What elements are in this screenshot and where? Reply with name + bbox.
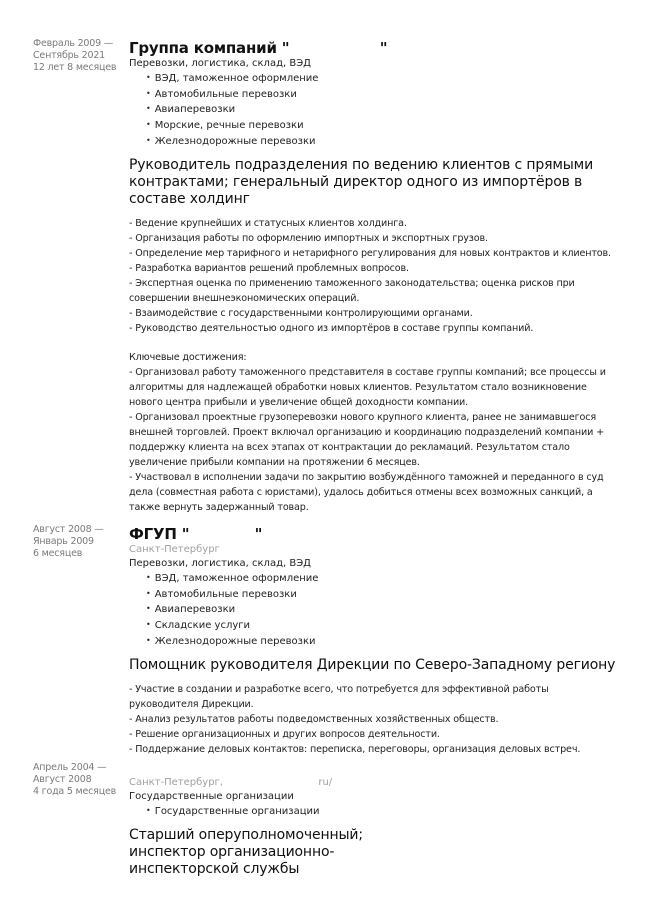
sub-industry-item: • ВЭД, таможенное оформление	[146, 71, 619, 87]
sub-industry-item: • Железнодорожные перевозки	[146, 634, 619, 650]
period-start: Февраль 2009 —	[33, 38, 114, 49]
sub-industry-item: • Железнодорожные перевозки	[146, 134, 619, 150]
duration: 6 месяцев	[33, 548, 83, 559]
sub-industry-item: • Государственные организации	[146, 804, 619, 820]
sub-industry-item: • Складские услуги	[146, 618, 619, 634]
responsibility-line: - Поддержание деловых контактов: переписка, переговоры, организация деловых встреч.	[129, 743, 581, 755]
position-title: Помощник руководителя Дирекции по Северо-Западному региону	[129, 656, 616, 673]
period-start: Апрель 2004 —	[33, 762, 107, 773]
responsibility-line: - Экспертная оценка по применению таможенного законодательства; оценка рисков при совершении внешнеэкономических операций.	[129, 277, 575, 304]
achievements-heading: Ключевые достижения:	[129, 351, 247, 363]
company-name[interactable]: ФГУП " "	[129, 525, 263, 543]
position-title: Руководитель подразделения по ведению клиентов с прямыми контрактами; генеральный директор одного из импортёров в составе холдинг	[129, 156, 594, 207]
sub-industry-item: • Морские, речные перевозки	[146, 118, 619, 134]
period-end: Август 2008	[33, 774, 92, 785]
sub-industry-list	[129, 71, 619, 150]
responsibility-line: - Участие в создании и разработке всего, что потребуется для эффективной работы руководителя Дирекции.	[129, 683, 549, 710]
sub-industry-list	[129, 804, 619, 820]
company-city: Санкт-Петербург	[129, 544, 220, 555]
period-start: Август 2008 —	[33, 524, 104, 535]
company-name[interactable]: Группа компаний " "	[129, 39, 388, 57]
company-name[interactable]	[129, 762, 619, 776]
employment-period	[33, 524, 125, 560]
company-city: Санкт-Петербург, ru/	[129, 777, 333, 788]
responsibility-line: - Руководство деятельностью одного из импортёров в составе группы компаний.	[129, 322, 534, 334]
industry: Перевозки, логистика, склад, ВЭД	[129, 58, 311, 69]
responsibility-line: - Организация работы по оформлению импортных и экспортных грузов.	[129, 232, 488, 244]
responsibility-line: - Решение организационных и других вопросов деятельности.	[129, 728, 440, 740]
period-end: Январь 2009	[33, 536, 94, 547]
achievement-line: - Организовал работу таможенного представителя в составе группы компаний; все процессы и алгоритмы для надлежащей обработки новых клиентов. Результатом стало возникновение нового центра прибыли и увеличение общей доходности компании.	[129, 366, 606, 408]
responsibility-line: - Анализ результатов работы подведомственных хозяйственных обществ.	[129, 713, 499, 725]
sub-industry-item: • ВЭД, таможенное оформление	[146, 571, 619, 587]
duration: 12 лет 8 месяцев	[33, 62, 117, 73]
industry: Государственные организации	[129, 791, 294, 802]
responsibility-line: - Взаимодействие с государственными контролирующими органами.	[129, 307, 473, 319]
employment-period	[33, 762, 125, 798]
responsibility-line: - Ведение крупнейших и статусных клиентов холдинга.	[129, 217, 407, 229]
job-description	[129, 682, 619, 757]
sub-industry-item: • Авиаперевозки	[146, 102, 619, 118]
period-end: Сентябрь 2021	[33, 50, 106, 61]
sub-industry-item: • Автомобильные перевозки	[146, 587, 619, 603]
job-description	[129, 216, 619, 515]
achievement-line: - Участвовал в исполнении задачи по закрытию возбуждённого таможней и переданного в суд дела (совместная работа с юристами), удалось добиться отмены всех возможных санкций, а также вернуть задержанный товар.	[129, 471, 604, 513]
achievement-line: - Организовал проектные грузоперевозки нового крупного клиента, ранее не занимавшегося внешней торговлей. Проект включал организацию и координацию подразделений компании + поддержку клиента на всех этапах от контрактации до рекламаций. Результатом стало увеличение прибыли компании на протяжении 6 месяцев.	[129, 411, 605, 468]
responsibility-line: - Разработка вариантов решений проблемных вопросов.	[129, 262, 409, 274]
industry: Перевозки, логистика, склад, ВЭД	[129, 558, 311, 569]
sub-industry-item: • Авиаперевозки	[146, 602, 619, 618]
sub-industry-list	[129, 571, 619, 650]
duration: 4 года 5 месяцев	[33, 786, 117, 797]
responsibility-line: - Определение мер тарифного и нетарифного регулирования для новых контрактов и клиентов.	[129, 247, 611, 259]
position-title: Старший оперуполномоченный; инспектор организационно-инспекторской службы	[129, 826, 363, 877]
employment-period	[33, 38, 125, 74]
sub-industry-item: • Автомобильные перевозки	[146, 87, 619, 103]
